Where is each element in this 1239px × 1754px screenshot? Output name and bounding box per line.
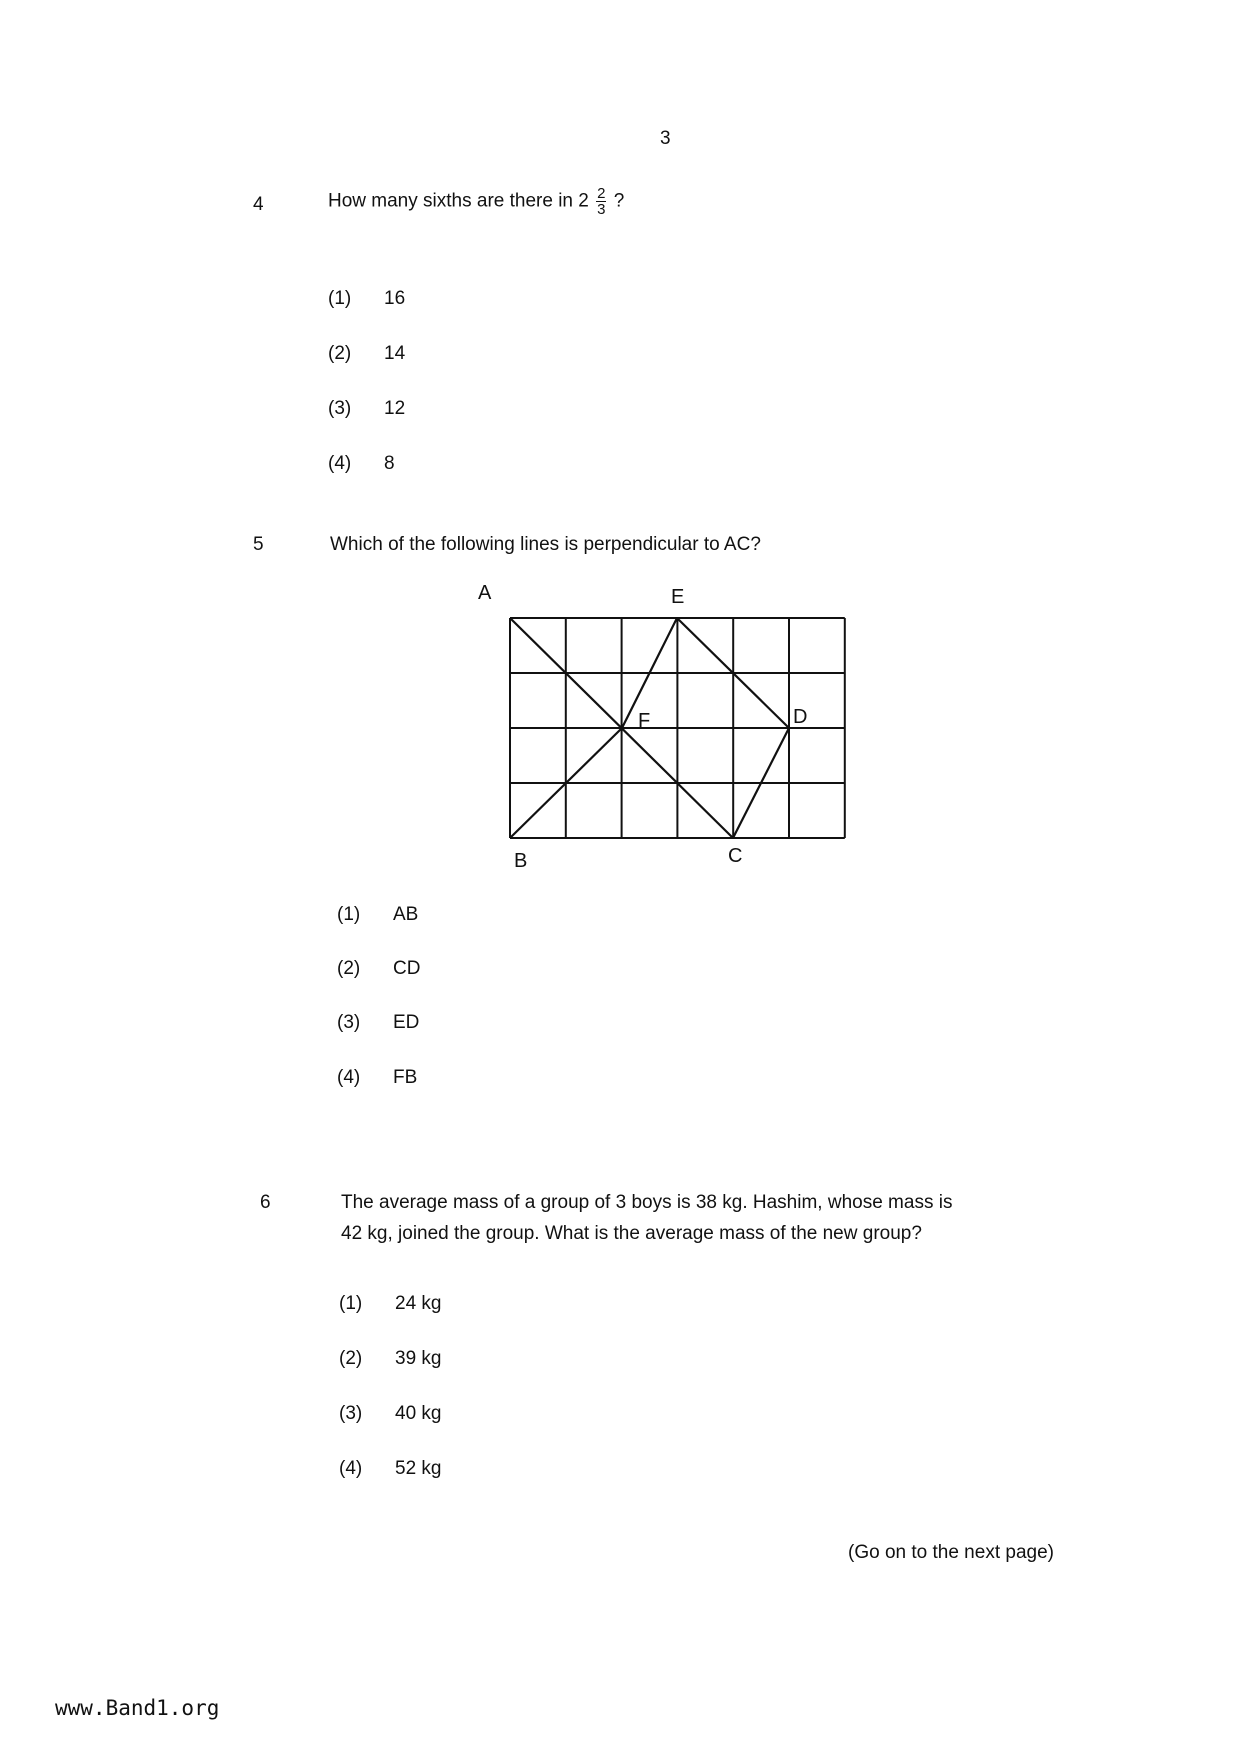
option-text: 52 kg <box>395 1458 442 1479</box>
q5-option-3 <box>337 1012 419 1034</box>
option-number: (3) <box>337 1012 361 1033</box>
option-number: (1) <box>337 904 361 925</box>
option-text: ED <box>393 1012 420 1033</box>
question-4-number: 4 <box>253 194 264 215</box>
question-4-question-mark: ? <box>613 190 625 212</box>
option-text: AB <box>393 904 419 925</box>
option-text: 39 kg <box>395 1348 442 1369</box>
option-number: (4) <box>328 453 352 474</box>
q6-option-3 <box>339 1403 441 1425</box>
option-text: 40 kg <box>395 1403 442 1424</box>
label-C: C <box>728 845 743 867</box>
question-6-line-1: The average mass of a group of 3 boys is 38 kg. Hashim, whose mass is <box>341 1192 953 1213</box>
question-5-text: Which of the following lines is perpendicular to AC? <box>330 534 761 555</box>
option-text: 12 <box>384 398 406 419</box>
option-number: (2) <box>328 343 352 364</box>
fraction-numerator: 2 <box>597 185 606 202</box>
label-A: A <box>478 582 492 604</box>
option-number: (1) <box>339 1293 363 1314</box>
option-text: CD <box>393 958 421 979</box>
option-text: 16 <box>384 288 406 309</box>
option-number: (2) <box>339 1348 363 1369</box>
option-text: 24 kg <box>395 1293 442 1314</box>
footer-watermark: www.Band1.org <box>55 1696 220 1720</box>
question-6-line-2: 42 kg, joined the group. What is the average mass of the new group? <box>341 1223 922 1244</box>
q5-option-2 <box>337 958 420 980</box>
continue-note: (Go on to the next page) <box>848 1542 1054 1563</box>
option-number: (1) <box>328 288 352 309</box>
option-number: (4) <box>339 1458 363 1479</box>
label-D: D <box>793 706 808 728</box>
question-4-stem: How many sixths are there in 2 <box>328 190 589 212</box>
q5-option-4 <box>337 1067 417 1089</box>
option-text: 8 <box>384 453 395 474</box>
page-number: 3 <box>660 128 671 149</box>
question-5-number: 5 <box>253 534 264 555</box>
option-number: (3) <box>328 398 352 419</box>
option-number: (4) <box>337 1067 361 1088</box>
option-text: FB <box>393 1067 418 1088</box>
question-6-number: 6 <box>260 1192 271 1213</box>
q6-option-2 <box>339 1348 441 1370</box>
label-E: E <box>671 586 685 608</box>
q5-option-1 <box>337 904 418 926</box>
option-text: 14 <box>384 343 406 364</box>
q6-option-1 <box>339 1293 441 1315</box>
option-number: (2) <box>337 958 361 979</box>
option-number: (3) <box>339 1403 363 1424</box>
q6-option-4 <box>339 1458 441 1480</box>
fraction-denominator: 3 <box>597 201 606 218</box>
label-F: F <box>638 710 651 732</box>
label-B: B <box>514 850 528 872</box>
